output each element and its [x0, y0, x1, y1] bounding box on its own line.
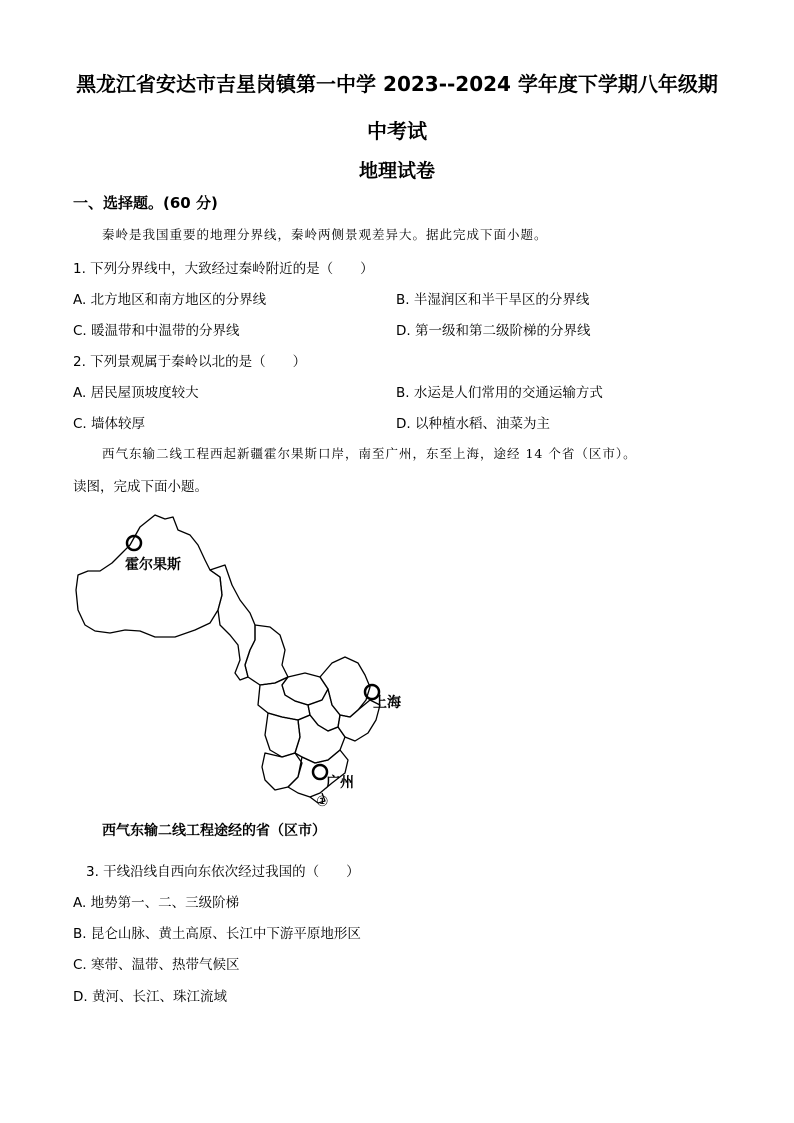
exam-title-line1: 黑龙江省安达市吉星岗镇第一中学 2023--2024 学年度下学期八年级期	[76, 72, 718, 96]
question-1-option-a[interactable]: A. 北方地区和南方地区的分界线	[73, 292, 267, 308]
map-region-shaanxi	[245, 625, 288, 685]
question-2-option-c[interactable]: C. 墙体较厚	[73, 416, 146, 432]
question-3-option-d[interactable]: D. 黄河、长江、珠江流域	[73, 989, 227, 1005]
question-3-stem: 3. 干线沿线自西向东依次经过我国的（ ）	[86, 864, 360, 880]
question-3-option-b[interactable]: B. 昆仑山脉、黄土高原、长江中下游平原地形区	[73, 926, 361, 942]
question-2-option-b[interactable]: B. 水运是人们常用的交通运输方式	[396, 385, 603, 401]
exam-subtitle: 地理试卷	[358, 160, 435, 182]
intro-read-map: 读图，完成下面小题。	[73, 479, 208, 495]
map-label-shanghai: 上海	[373, 695, 401, 711]
map-region-gansu	[210, 565, 255, 680]
question-1-stem: 1. 下列分界线中，大致经过秦岭附近的是（ ）	[73, 261, 374, 277]
map-marker-guangzhou	[313, 765, 327, 779]
map-label-horgos: 霍尔果斯	[125, 557, 181, 573]
question-2-stem: 2. 下列景观属于秦岭以北的是（ ）	[73, 354, 307, 370]
section-heading: 一、选择题。(60 分)	[73, 194, 218, 212]
exam-title-line2: 中考试	[367, 119, 427, 143]
pipeline-map	[70, 505, 410, 815]
question-3-option-a[interactable]: A. 地势第一、二、三级阶梯	[73, 895, 240, 911]
question-2-option-d[interactable]: D. 以种植水稻、油菜为主	[396, 416, 550, 432]
question-2-option-a[interactable]: A. 居民屋顶坡度较大	[73, 385, 199, 401]
question-1-option-b[interactable]: B. 半湿润区和半干旱区的分界线	[396, 292, 590, 308]
question-1-option-d[interactable]: D. 第一级和第二级阶梯的分界线	[396, 323, 591, 339]
map-label-guangzhou: 广州	[326, 775, 354, 791]
map-caption: 西气东输二线工程途经的省（区市）	[102, 823, 326, 839]
map-region-hubei	[258, 677, 310, 720]
question-1-option-c[interactable]: C. 暖温带和中温带的分界线	[73, 323, 240, 339]
map-region-anhui	[308, 689, 340, 731]
intro-qinling: 秦岭是我国重要的地理分界线，秦岭两侧景观差异大。据此完成下面小题。	[102, 227, 548, 242]
question-3-option-c[interactable]: C. 寒带、温带、热带气候区	[73, 957, 240, 973]
map-region-guangxi	[262, 753, 302, 790]
map-region-jiangxi	[295, 715, 345, 763]
map-region-xinjiang	[76, 515, 222, 637]
map-marker-number: ①	[316, 794, 329, 810]
intro-pipeline: 西气东输二线工程西起新疆霍尔果斯口岸，南至广州，东至上海，途经 14 个省（区市）。	[102, 446, 637, 461]
map-region-jiangsu	[320, 657, 370, 717]
map-region-hunan	[265, 713, 300, 757]
